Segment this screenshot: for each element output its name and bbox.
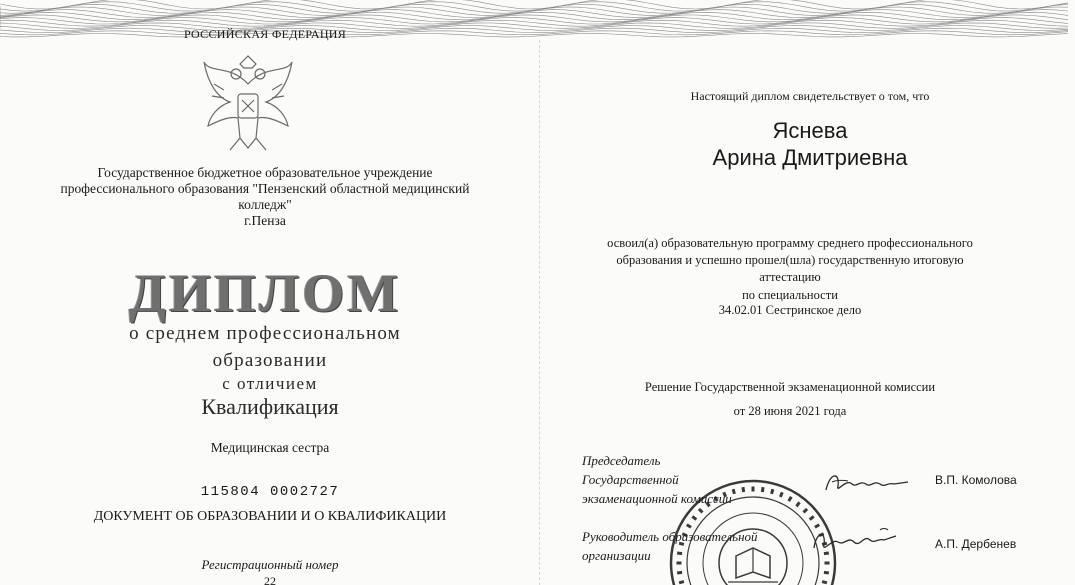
country-name: РОССИЙСКАЯ ФЕДЕРАЦИЯ	[183, 27, 347, 41]
subtitle-line-2: образовании	[212, 350, 328, 371]
issuer-line-2: профессионального образования "Пензенский областной медицинский	[60, 181, 470, 196]
issuer-line-3: колледж"	[238, 197, 292, 212]
chair-role-line-3: экзаменационной комиссии	[582, 491, 732, 506]
chair-signature-icon	[822, 468, 912, 498]
program-line-2: образования и успешно прошел(шла) государственную итоговую	[616, 253, 964, 267]
document-number: 115804 0002727	[200, 484, 340, 500]
chair-role-line-2: Государственной	[582, 472, 679, 487]
program-line-3: аттестацию	[759, 270, 821, 284]
specialty-value: 34.02.01 Сестринское дело	[718, 303, 862, 317]
issuer-line-1: Государственное бюджетное образовательное учреждение	[97, 165, 433, 180]
program-statement	[580, 235, 1000, 286]
issuer-city: г.Пенза	[244, 213, 286, 228]
certification-intro: Настоящий диплом свидетельствует о том, что	[690, 89, 930, 103]
subtitle-line-1: о среднем профессиональном	[129, 323, 401, 344]
document-type: ДОКУМЕНТ ОБ ОБРАЗОВАНИИ И О КВАЛИФИКАЦИИ	[93, 509, 447, 524]
registration-label: Регистрационный номер	[201, 557, 339, 572]
registration-value: 22	[264, 574, 276, 585]
graduate-given-names: Арина Дмитриевна	[712, 145, 908, 170]
specialty-label: по специальности	[742, 288, 838, 302]
state-emblem-icon	[200, 54, 296, 160]
qualification-value: Медицинская сестра	[210, 440, 330, 455]
qualification-label: Квалификация	[201, 394, 339, 419]
head-signature-icon	[810, 524, 900, 558]
page-fold-divider	[539, 40, 540, 585]
head-name: А.П. Дербенев	[935, 537, 1017, 551]
head-role	[582, 527, 762, 565]
head-role-line-2: организации	[582, 548, 651, 563]
commission-decision: Решение Государственной экзаменационной комиссии	[644, 380, 936, 394]
issuer-block	[20, 165, 510, 229]
chair-role	[582, 451, 762, 508]
chair-name: В.П. Комолова	[935, 473, 1017, 487]
head-role-line-1: Руководитель образовательной	[582, 529, 758, 544]
decision-date: от 28 июня 2021 года	[733, 404, 847, 418]
chair-role-line-1: Председатель	[582, 453, 661, 468]
program-line-1: освоил(а) образовательную программу среднего профессионального	[607, 236, 973, 250]
document-title: ДИПЛОМ	[128, 263, 402, 323]
subtitle-line-3: с отличием	[222, 374, 318, 393]
graduate-surname: Яснева	[772, 118, 848, 143]
